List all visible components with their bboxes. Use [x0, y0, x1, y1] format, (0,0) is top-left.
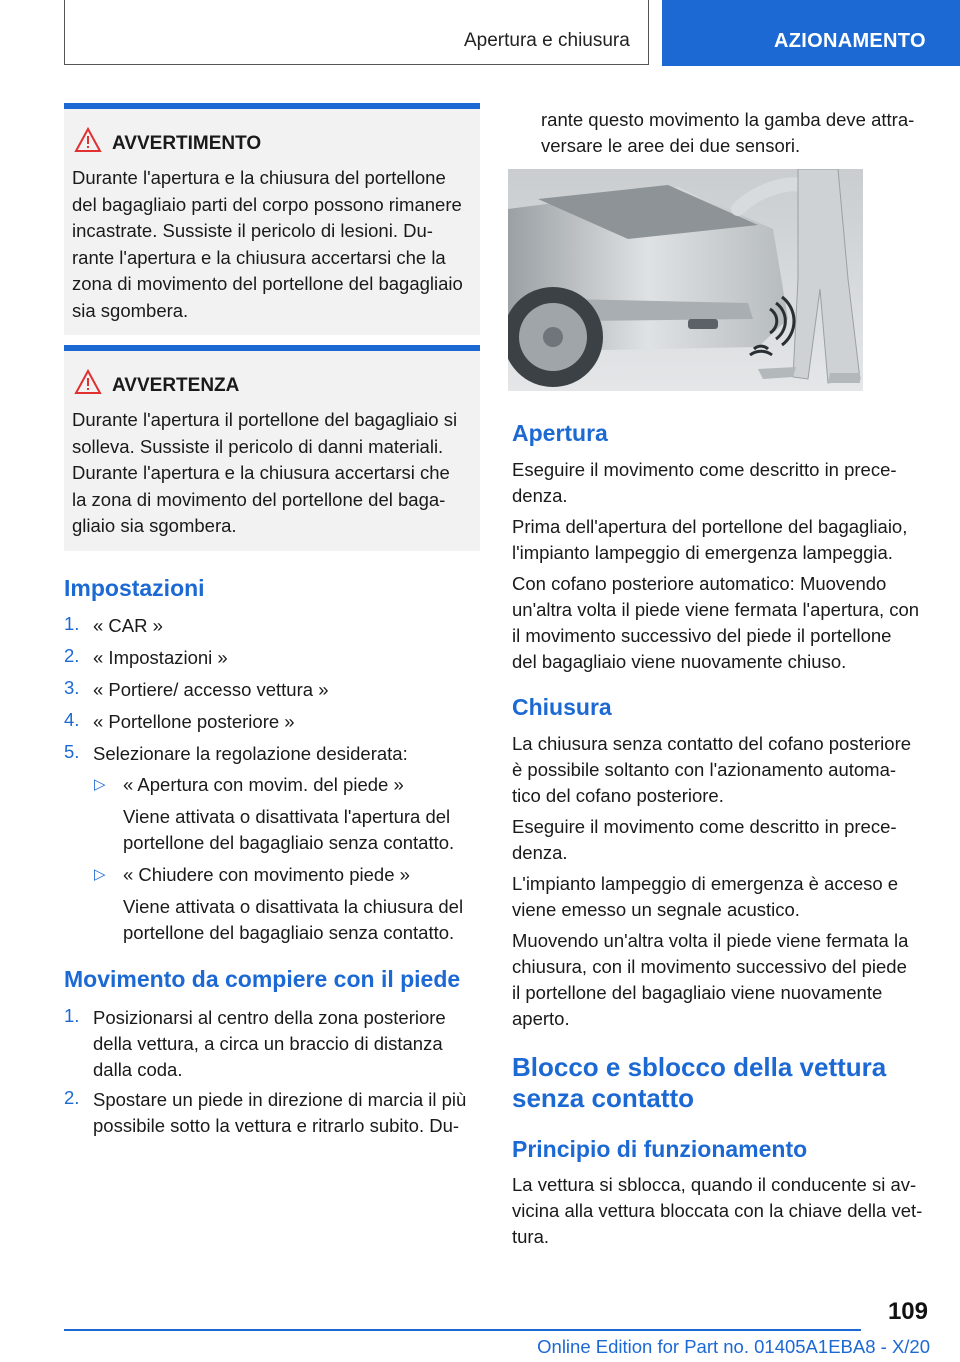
header-separator: [648, 0, 649, 65]
triangle-bullet-icon: ▷: [94, 866, 106, 883]
paragraph: La vettura si sblocca, quando il conducente si av‐ vicina alla vettura bloccata con la chiave della vet‐ tura.: [512, 1174, 923, 1247]
paragraph: L'impianto lampeggio di emergenza è acceso e viene emesso un segnale acustico.: [512, 873, 899, 920]
warning-text: Durante l'apertura e la chiusura del portellone del bagagliaio parti del corpo possono rimanere incastrate. Sussiste il pericolo di lesioni. Du‐ rante l'apertura e la chiusura accertarsi che la zona di movimento del portellone del bagagliaio sia sgombera.: [72, 167, 463, 321]
warning-triangle-icon: [74, 369, 102, 395]
paragraph: Eseguire il movimento come descritto in prece‐ denza.: [512, 816, 897, 863]
step-text: « CAR »: [93, 615, 163, 636]
option-label: « Chiudere con movimento piede »: [123, 864, 410, 885]
continued-text: rante questo movimento la gamba deve attra‐ versare le aree dei due sensori.: [541, 109, 915, 156]
step-text: Spostare un piede in direzione di marcia il più possibile sotto la vettura e ritrarlo subito. Du‐: [93, 1089, 467, 1136]
step-number: 4.: [64, 709, 80, 730]
section-heading-movimento: Movimento da compiere con il piede: [64, 966, 461, 992]
warning-text: Durante l'apertura il portellone del bagagliaio si solleva. Sussiste il pericolo di danni materiali. Durante l'apertura e la chiusura accertarsi che la zona di movimento del portellone del baga‐ gliaio sia sgombera.: [72, 409, 458, 536]
header-chapter-tab[interactable]: [662, 0, 960, 66]
step-number: 3.: [64, 677, 80, 698]
header-rule: [64, 64, 648, 65]
option-description: Viene attivata o disattivata l'apertura del portellone del bagagliaio senza contatto.: [123, 806, 455, 853]
step-text: Posizionarsi al centro della zona posteriore della vettura, a circa un braccio di distanza dalla coda.: [93, 1007, 446, 1080]
step-number: 1.: [64, 1005, 80, 1026]
warning-box-avvertimento: [64, 103, 480, 335]
step-number: 5.: [64, 741, 80, 762]
page-number: 109: [887, 1298, 928, 1325]
header-section-title: Apertura e chiusura: [464, 30, 630, 51]
paragraph: Prima dell'apertura del portellone del bagagliaio, l'impianto lampeggio di emergenza lampeggia.: [512, 516, 908, 563]
car-rear-foot-sensor-illustration: [508, 169, 863, 391]
step-text: « Portellone posteriore »: [93, 711, 295, 732]
footer-edition: Online Edition for Part no. 01405A1EBA8 - X/20: [537, 1336, 930, 1357]
header-left-line: [64, 0, 65, 64]
warning-title: AVVERTENZA: [112, 375, 240, 396]
warning-title: AVVERTIMENTO: [112, 133, 262, 154]
footer-rule: [64, 1329, 861, 1331]
step-text: Selezionare la regolazione desiderata:: [93, 743, 408, 764]
subheading-principio: Principio di funzionamento: [512, 1136, 808, 1162]
section-heading-impostazioni: Impostazioni: [64, 575, 205, 601]
step-text: « Portiere/ accesso vettura »: [93, 679, 329, 700]
header-chapter-label: AZIONAMENTO: [774, 30, 926, 52]
step-number: 2.: [64, 1087, 80, 1108]
option-label: « Apertura con movim. del piede »: [123, 774, 404, 795]
warning-box-avvertenza: [64, 345, 480, 551]
paragraph: Muovendo un'altra volta il piede viene fermata la chiusura, con il movimento successivo del piede il portellone del bagagliaio viene nuovamente aperto.: [512, 930, 909, 1029]
section-heading-apertura: Apertura: [512, 420, 608, 446]
paragraph: La chiusura senza contatto del cofano posteriore è possibile soltanto con l'azionamento automa‐ tico del cofano posteriore.: [512, 733, 912, 806]
paragraph: Con cofano posteriore automatico: Muovendo un'altra volta il piede viene fermata l'apertura, con il movimento successivo del piede il portellone del bagagliaio viene nuovamente chiuso.: [512, 573, 920, 672]
section-heading-blocco: Blocco e sblocco della vettura senza contatto: [512, 1052, 887, 1113]
paragraph: Eseguire il movimento come descritto in prece‐ denza.: [512, 459, 897, 506]
step-number: 1.: [64, 613, 80, 634]
step-number: 2.: [64, 645, 80, 666]
warning-triangle-icon: [74, 127, 102, 153]
step-text: « Impostazioni »: [93, 647, 228, 668]
triangle-bullet-icon: ▷: [94, 776, 106, 793]
option-description: Viene attivata o disattivata la chiusura del portellone del bagagliaio senza contatto.: [123, 896, 464, 943]
section-heading-chiusura: Chiusura: [512, 694, 612, 720]
